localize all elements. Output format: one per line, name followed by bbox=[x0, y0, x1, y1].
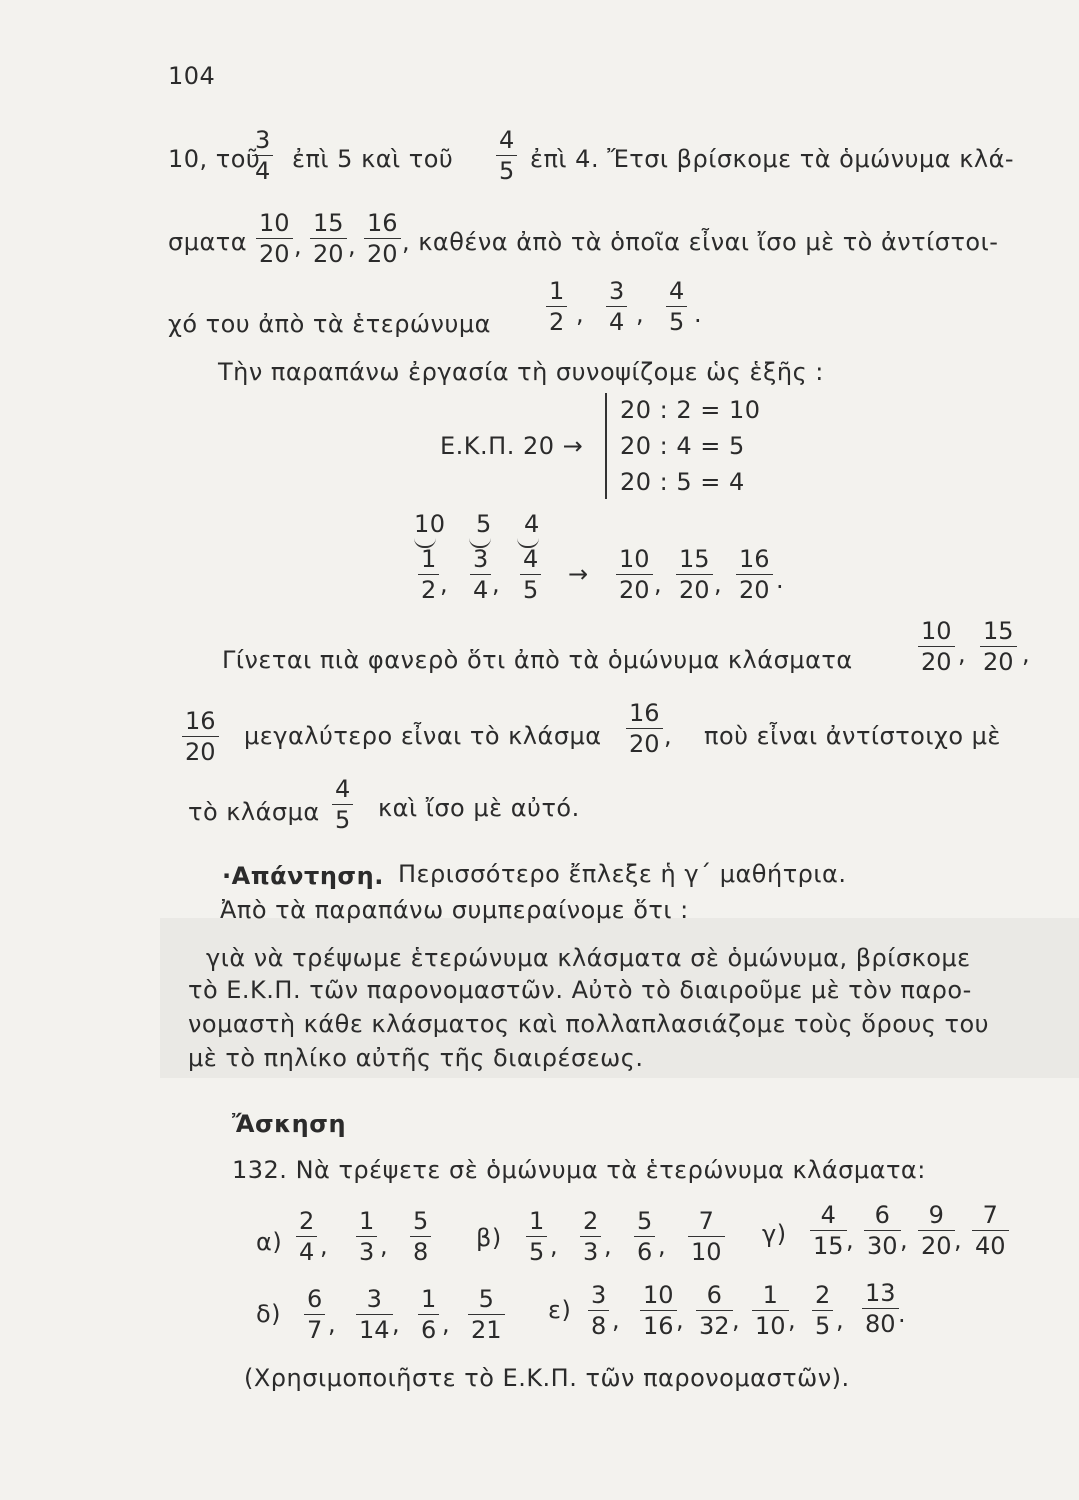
intro-text-6: χό του ἀπὸ τὰ ἑτερώνυμα bbox=[168, 310, 491, 338]
exercise-fraction: $\frac{3}{8}$ bbox=[588, 1280, 609, 1341]
answer-label: ·Απάντηση. bbox=[222, 862, 384, 890]
fraction-15-20: $\frac{15}{20}$ bbox=[310, 208, 347, 269]
fraction-conc-16-20b: $\frac{16}{20}$ bbox=[626, 698, 663, 759]
conclusion-text-4: τὸ κλάσμα bbox=[188, 798, 320, 826]
answer-lead: Ἀπὸ τὰ παραπάνω συμπεραίνομε ὅτι : bbox=[220, 896, 689, 924]
exercise-fraction: $\frac{7}{40}$ bbox=[972, 1200, 1009, 1261]
intro-text-4: σματα bbox=[168, 228, 248, 256]
exercise-fraction: $\frac{9}{20}$ bbox=[918, 1200, 955, 1261]
exercise-fraction: $\frac{5}{8}$ bbox=[410, 1206, 431, 1267]
exercise-note: (Χρησιμοποιῆστε τὸ Ε.Κ.Π. τῶν παρονομαστῶν). bbox=[244, 1364, 850, 1392]
fraction-4-5b: $\frac{4}{5}$ bbox=[666, 276, 687, 337]
fraction-10-20: $\frac{10}{20}$ bbox=[256, 208, 293, 269]
intro-text-2: ἐπὶ 5 καὶ τοῦ bbox=[292, 145, 454, 173]
exercise-prompt: 132. Νὰ τρέψετε σὲ ὁμώνυμα τὰ ἑτερώνυμα κλάσματα: bbox=[232, 1156, 926, 1184]
exercise-fraction: $\frac{1}{3}$ bbox=[356, 1206, 377, 1267]
lcm-row-3: 20 : 5 = 4 bbox=[620, 468, 745, 496]
exercise-fraction: $\frac{2}{5}$ bbox=[812, 1280, 833, 1341]
exercise-fraction: $\frac{3}{14}$ bbox=[356, 1284, 393, 1345]
lcm-row-1: 20 : 2 = 10 bbox=[620, 396, 761, 424]
fraction-conc-10-20: $\frac{10}{20}$ bbox=[918, 616, 955, 677]
fraction-from-3: $\frac{4}{5}$ bbox=[520, 544, 541, 605]
intro-text-5: , καθένα ἀπὸ τὰ ὁποῖα εἶναι ἴσο μὲ τὸ ἀντίστοι- bbox=[402, 228, 999, 256]
group-label-c: γ) bbox=[762, 1220, 787, 1248]
fraction-3-4: $\frac{3}{4}$ bbox=[252, 125, 273, 186]
fraction-to-2: $\frac{15}{20}$ bbox=[676, 544, 713, 605]
conclusion-text-2: μεγαλύτερο εἶναι τὸ κλάσμα bbox=[244, 722, 602, 750]
fraction-16-20: $\frac{16}{20}$ bbox=[364, 208, 401, 269]
exercise-fraction: $\frac{1}{6}$ bbox=[418, 1284, 439, 1345]
page-number: 104 bbox=[168, 62, 216, 90]
intro-text-3: ἐπὶ 4. Ἔτσι βρίσκομε τὰ ὁμώνυμα κλά- bbox=[530, 145, 1015, 173]
exercise-fraction: $\frac{2}{4}$ bbox=[296, 1206, 317, 1267]
fraction-conc-4-5: $\frac{4}{5}$ bbox=[332, 774, 353, 835]
fraction-to-3: $\frac{16}{20}$ bbox=[736, 544, 773, 605]
rule-line-2: τὸ Ε.Κ.Π. τῶν παρονομαστῶν. Αὐτὸ τὸ διαιροῦμε μὲ τὸν παρο- bbox=[188, 976, 972, 1004]
fraction-conc-16-20: $\frac{16}{20}$ bbox=[182, 706, 219, 767]
group-label-d: δ) bbox=[256, 1300, 282, 1328]
exercise-heading: Ἄσκηση bbox=[232, 1110, 347, 1138]
exercise-fraction: $\frac{10}{16}$ bbox=[640, 1280, 677, 1341]
exercise-fraction: $\frac{4}{15}$ bbox=[810, 1200, 847, 1261]
exercise-fraction: $\frac{6}{30}$ bbox=[864, 1200, 901, 1261]
multiplier-1: 10 bbox=[414, 510, 446, 538]
multiplier-3: 4 bbox=[524, 510, 540, 538]
multiplier-2: 5 bbox=[476, 510, 492, 538]
exercise-fraction: $\frac{2}{3}$ bbox=[580, 1206, 601, 1267]
exercise-fraction: $\frac{7}{10}$ bbox=[688, 1206, 725, 1267]
exercise-fraction: $\frac{6}{32}$ bbox=[696, 1280, 733, 1341]
group-label-b: β) bbox=[476, 1224, 502, 1252]
exercise-fraction: $\frac{5}{6}$ bbox=[634, 1206, 655, 1267]
exercise-fraction: $\frac{6}{7}$ bbox=[304, 1284, 325, 1345]
group-label-a: α) bbox=[256, 1228, 283, 1256]
conclusion-text-1: Γίνεται πιὰ φανερὸ ὅτι ἀπὸ τὰ ὁμώνυμα κλάσματα bbox=[222, 646, 853, 674]
fraction-from-1: $\frac{1}{2}$ bbox=[418, 544, 439, 605]
exercise-fraction: $\frac{5}{21}$ bbox=[468, 1284, 505, 1345]
fraction-to-1: $\frac{10}{20}$ bbox=[616, 544, 653, 605]
fraction-conc-15-20: $\frac{15}{20}$ bbox=[980, 616, 1017, 677]
rule-line-4: μὲ τὸ πηλίκο αὐτῆς τῆς διαιρέσεως. bbox=[188, 1044, 644, 1072]
group-label-e: ε) bbox=[548, 1296, 572, 1324]
conclusion-text-3: ποὺ εἶναι ἀντίστοιχο μὲ bbox=[704, 722, 1001, 750]
fraction-3-4b: $\frac{3}{4}$ bbox=[606, 276, 627, 337]
intro-text-1: 10, τοῦ bbox=[168, 145, 261, 173]
lcm-row-2: 20 : 4 = 5 bbox=[620, 432, 745, 460]
rule-line-1: γιὰ νὰ τρέψωμε ἑτερώνυμα κλάσματα σὲ ὁμώνυμα, βρίσκομε bbox=[206, 944, 971, 972]
exercise-fraction: $\frac{1}{10}$ bbox=[752, 1280, 789, 1341]
lcm-label: Ε.Κ.Π. 20 → bbox=[440, 432, 584, 460]
conclusion-text-5: καὶ ἴσο μὲ αὐτό. bbox=[378, 794, 580, 822]
fraction-from-2: $\frac{3}{4}$ bbox=[470, 544, 491, 605]
fraction-1-2: $\frac{1}{2}$ bbox=[546, 276, 567, 337]
rule-line-3: νομαστὴ κάθε κλάσματος καὶ πολλαπλασιάζομε τοὺς ὅρους του bbox=[188, 1010, 990, 1038]
conversion-arrow: → bbox=[568, 560, 589, 588]
answer-text: Περισσότερο ἔπλεξε ἡ γ΄ μαθήτρια. bbox=[398, 860, 847, 888]
exercise-fraction: $\frac{1}{5}$ bbox=[526, 1206, 547, 1267]
exercise-fraction: $\frac{13}{80}$ bbox=[862, 1278, 899, 1339]
fraction-4-5: $\frac{4}{5}$ bbox=[496, 125, 517, 186]
intro-text-7: Τὴν παραπάνω ἐργασία τὴ συνοψίζομε ὡς ἑξῆς : bbox=[218, 358, 824, 386]
lcm-divider bbox=[605, 393, 607, 499]
